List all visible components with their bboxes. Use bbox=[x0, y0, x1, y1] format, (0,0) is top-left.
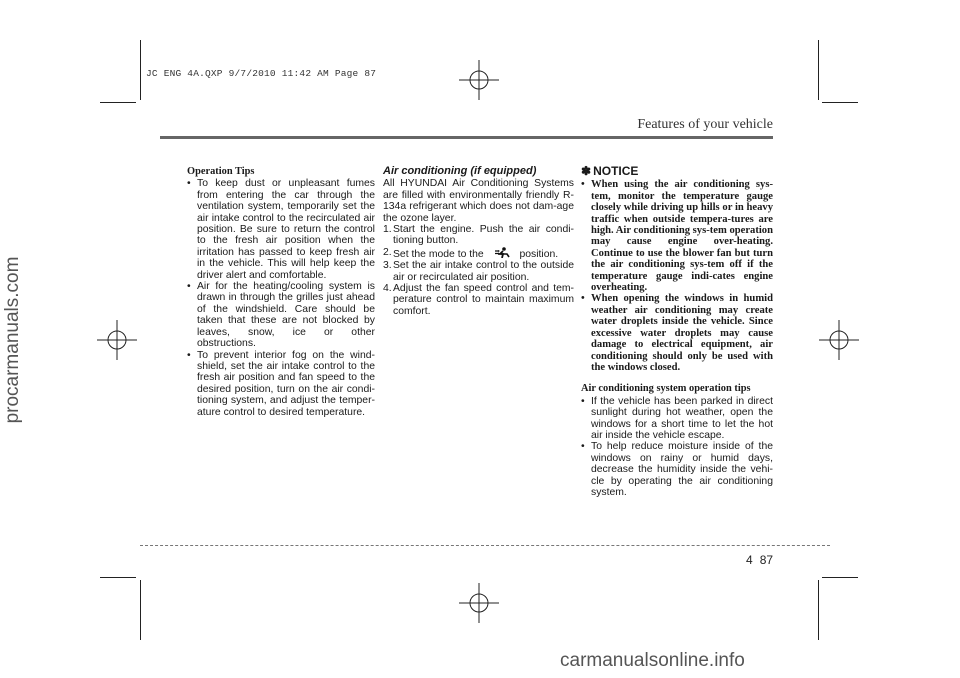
side-watermark-text: procarmanuals.com bbox=[2, 256, 23, 424]
list-item: 2. Set the mode to the position. bbox=[383, 246, 559, 260]
list-item: • When opening the windows in humid weather air conditioning may create water droplets inside the vehicle. Since excessive water droplets may cause damage to electrical equipment, air conditioning should only be used with the windows closed. bbox=[581, 293, 773, 373]
operation-tips-list bbox=[187, 178, 375, 418]
list-item: 1. Start the engine. Push the air condi-tioning button. bbox=[383, 224, 574, 247]
page-number-value: 87 bbox=[759, 553, 774, 567]
list-item: • To prevent interior fog on the wind-shield, set the air intake control to the fresh air position and fan speed to the desired position, turn on the air condi-tioning system, and adjust the temper-ature control to desired temperature. bbox=[187, 350, 375, 418]
column-air-conditioning bbox=[383, 166, 574, 317]
vent-face-mode-icon bbox=[487, 247, 517, 258]
operation-tips-subheading: Air conditioning system operation tips bbox=[581, 383, 751, 395]
page-number bbox=[746, 553, 773, 567]
column-notice bbox=[581, 166, 773, 498]
side-watermark[interactable] bbox=[0, 0, 26, 678]
air-conditioning-steps bbox=[383, 224, 574, 317]
system-tips-list bbox=[581, 396, 773, 499]
printer-slug: JC ENG 4A.QXP 9/7/2010 11:42 AM Page 87 bbox=[146, 68, 377, 79]
registration-target-bottom-icon bbox=[459, 583, 499, 623]
column-operation-tips bbox=[187, 166, 375, 418]
list-item: • If the vehicle has been parked in direct sunlight during hot weather, open the windows for a short time to let the hot air inside the vehicle escape. bbox=[581, 396, 773, 442]
header-rule bbox=[160, 136, 773, 139]
notice-title: ✽ NOTICE bbox=[581, 164, 639, 178]
list-item: 3. Set the air intake control to the outside air or recirculated air position. bbox=[383, 260, 574, 283]
section-title: Features of your vehicle bbox=[637, 117, 773, 132]
air-conditioning-heading: Air conditioning (if equipped) bbox=[383, 165, 537, 177]
air-conditioning-intro: All HYUNDAI Air Conditioning Systems are filled with environmentally friendly R-134a refrigerant which does not dam-age the ozone layer. bbox=[383, 178, 574, 224]
chapter-number: 4 bbox=[746, 553, 753, 567]
footer-rule bbox=[140, 545, 830, 546]
registration-target-left-icon bbox=[97, 320, 137, 360]
list-item: • To help reduce moisture inside of the windows on rainy or humid days, decrease the humidity inside the vehi-cle by operating the air conditioning system. bbox=[581, 441, 773, 498]
registration-target-top-icon bbox=[459, 60, 499, 100]
notice-list bbox=[581, 179, 773, 373]
registration-target-right-icon bbox=[819, 320, 859, 360]
list-item: • When using the air conditioning sys-tem, monitor the temperature gauge closely while driving up hills or in heavy traffic when outside tempera-tures are high. Air conditioning sys-tem operation may cause engine over-heating. Continue to use the blower fan but turn the air conditioning sys-tem off if the temperature gauge indi-cates engine overheating. bbox=[581, 179, 773, 293]
list-item: • Air for the heating/cooling system is drawn in through the grilles just ahead of the windshield. Care should be taken that these are not blocked by leaves, snow, ice or other obstructions. bbox=[187, 281, 375, 349]
bottom-watermark[interactable]: carmanualsonline.info bbox=[560, 650, 745, 671]
list-item: 4. Adjust the fan speed control and tem-perature control to maintain maximum comfort. bbox=[383, 283, 574, 317]
list-item: • To keep dust or unpleasant fumes from entering the car through the ventilation system, temporarily set the air intake control to the recirculated air position. Be sure to return the control to the fresh air position when the irritation has passed to keep fresh air in the vehicle. This will help keep the driver alert and comfortable. bbox=[187, 178, 375, 281]
operation-tips-heading: Operation Tips bbox=[187, 166, 255, 177]
notice-mark-icon: ✽ bbox=[581, 164, 592, 178]
